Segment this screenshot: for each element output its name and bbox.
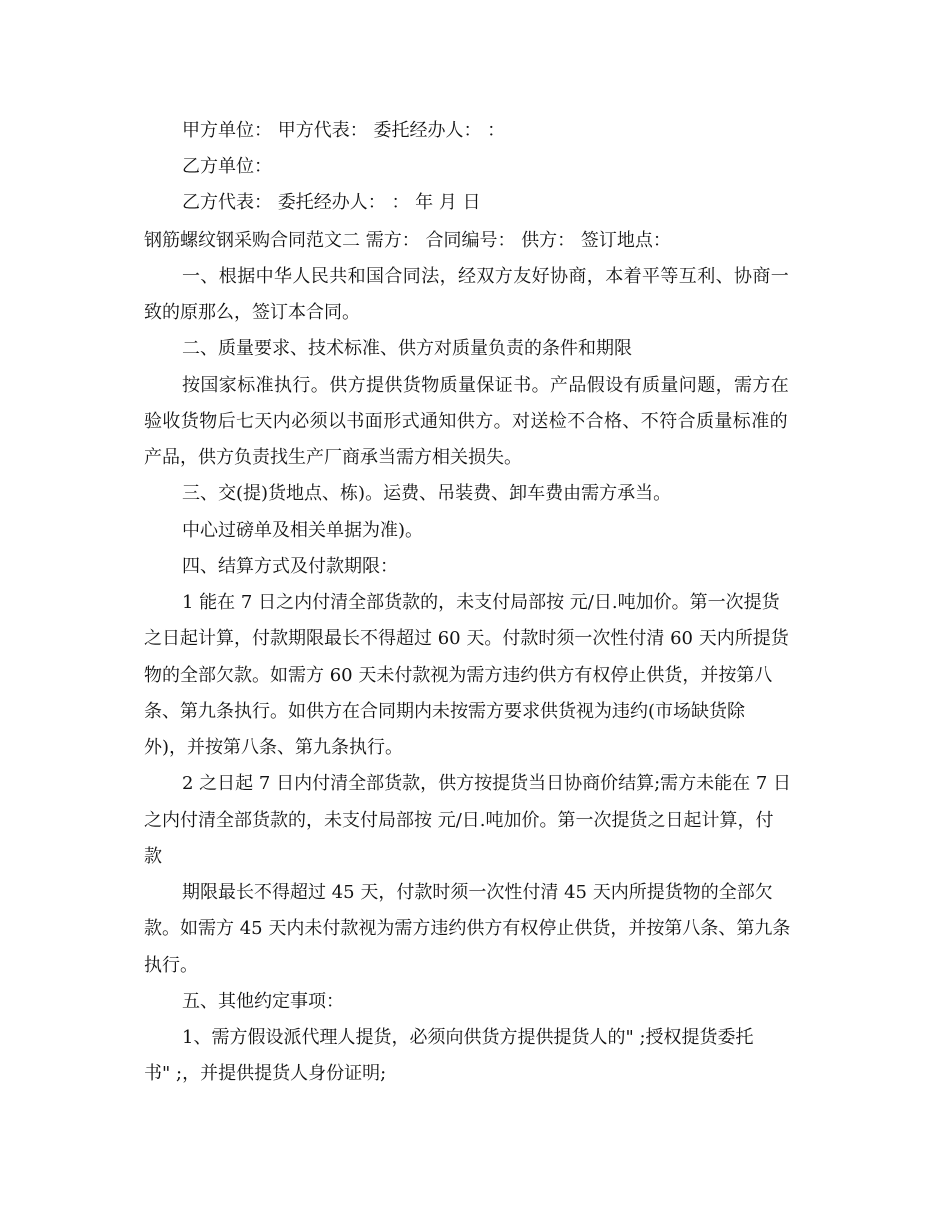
party-a-line: 甲方单位： 甲方代表： 委托经办人： ： (182, 120, 506, 141)
clause-5-item-1-line-1: 1、需方假设派代理人提货，必须向供货方提供提货人的" ;授权提货委托 (182, 1027, 754, 1048)
clause-4-item-2-line-2: 之内付清全部货款的，未支付局部按 元/日.吨加价。第一次提货之日起计算，付 (144, 810, 774, 831)
clause-2-line-1: 按国家标准执行。供方提供货物质量保证书。产品假设有质量问题，需方在 (182, 375, 790, 396)
clause-1-line-1: 一、根据中华人民共和国合同法，经双方友好协商，本着平等互利、协商一 (182, 266, 790, 287)
party-b-representative-line: 乙方代表： 委托经办人： ： 年 月 日 (182, 192, 481, 213)
clause-1-line-2: 致的原那么，签订本合同。 (144, 302, 360, 323)
clause-4-item-2-line-3: 款 (144, 846, 162, 867)
clause-3-line-1: 三、交(提)货地点、栋)。运费、吊装费、卸车费由需方承当。 (182, 483, 672, 504)
clause-4-item-2-line-4: 期限最长不得超过 45 天，付款时须一次性付清 45 天内所提货物的全部欠 (182, 882, 773, 903)
clause-4-item-1-line-2: 之日起计算，付款期限最长不得超过 60 天。付款时须一次性付清 60 天内所提货 (144, 628, 789, 649)
clause-4-item-2-line-6: 执行。 (144, 955, 198, 976)
clause-4-item-2-line-1: 2 之日起 7 日内付清全部货款，供方按提货当日协商价结算;需方未能在 7 日 (182, 773, 792, 794)
clause-2-heading: 二、质量要求、技术标准、供方对质量负责的条件和期限 (182, 338, 632, 359)
clause-4-heading: 四、结算方式及付款期限： (182, 556, 398, 577)
clause-4-item-2-line-5: 款。如需方 45 天内未付款视为需方违约供方有权停止供货，并按第八条、第九条 (144, 918, 791, 939)
clause-5-heading: 五、其他约定事项： (182, 991, 344, 1012)
clause-2-line-3: 产品，供方负责找生产厂商承当需方相关损失。 (144, 447, 522, 468)
clause-2-line-2: 验收货物后七天内必须以书面形式通知供方。对送检不合格、不符合质量标准的 (144, 411, 788, 432)
clause-4-item-1-line-5: 外)，并按第八条、第九条执行。 (144, 737, 404, 758)
clause-4-item-1-line-1: 1 能在 7 日之内付清全部货款的，未支付局部按 元/日.吨加价。第一次提货 (182, 592, 780, 613)
clause-3-line-2: 中心过磅单及相关单据为准)。 (182, 520, 424, 541)
party-b-unit-line: 乙方单位： (182, 156, 272, 177)
clause-4-item-1-line-4: 条、第九条执行。如供方在合同期内未按需方要求供货视为违约(市场缺货除 (144, 701, 746, 722)
clause-4-item-1-line-3: 物的全部欠款。如需方 60 天未付款视为需方违约供方有权停止供货，并按第八 (144, 665, 773, 686)
contract-title-line: 钢筋螺纹钢采购合同范文二 需方： 合同编号： 供方： 签订地点： (144, 230, 671, 251)
clause-5-item-1-line-2: 书" ;，并提供提货人身份证明; (144, 1063, 387, 1084)
